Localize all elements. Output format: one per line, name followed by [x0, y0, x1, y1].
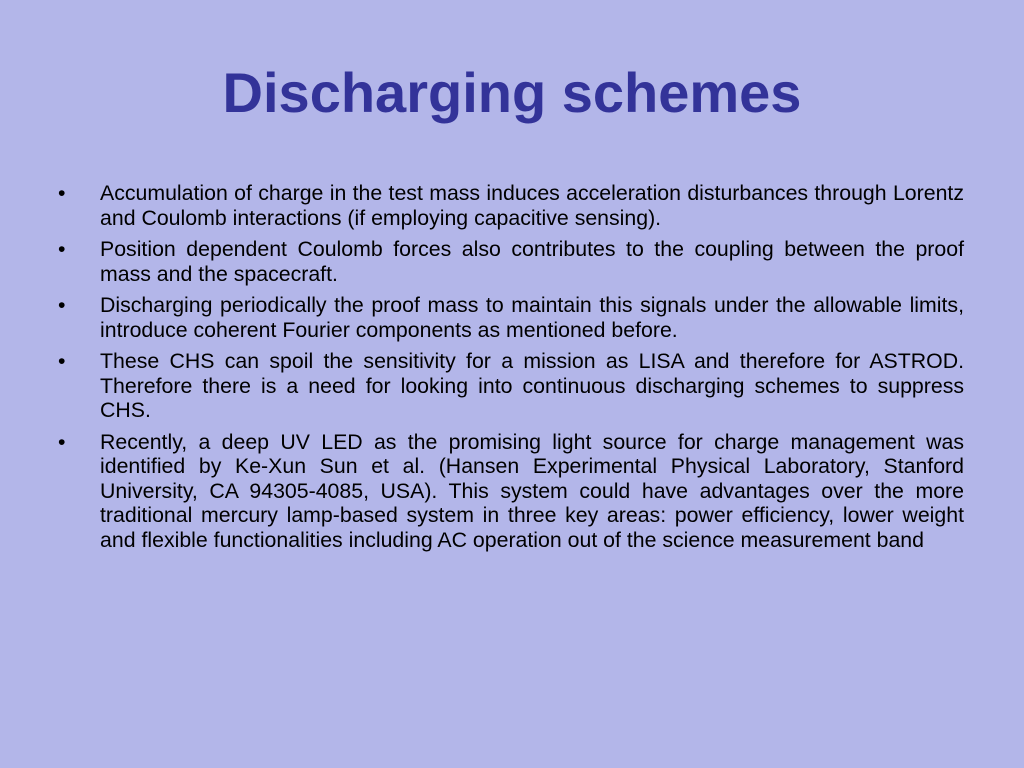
bullet-marker: • — [58, 429, 66, 454]
bullet-text: These CHS can spoil the sensitivity for a mission as LISA and therefore for ASTROD. Therefore there is a need for looking into continuous discharging schemes to suppress CHS. — [100, 349, 964, 422]
bullet-item — [56, 237, 964, 286]
bullet-marker: • — [58, 237, 66, 261]
bullet-list — [56, 181, 964, 559]
bullet-text: Position dependent Coulomb forces also contributes to the coupling between the proof mass and the spacecraft. — [100, 237, 964, 286]
bullet-marker: • — [58, 181, 66, 205]
bullet-text: Recently, a deep UV LED as the promising light source for charge management was identified by Ke-Xun Sun et al. (Hansen Experimental Physical Laboratory, Stanford University, CA 94305-4085, USA). This system could have advantages over the more traditional mercury lamp-based system in three key areas: power efficiency, lower weight and flexible functionalities including AC operation out of the science measurement band — [100, 429, 964, 552]
bullet-item — [56, 349, 964, 423]
bullet-marker: • — [58, 293, 66, 317]
bullet-marker: • — [58, 349, 66, 373]
slide-title: Discharging schemes — [222, 61, 802, 124]
bullet-item — [56, 181, 964, 230]
bullet-item — [56, 293, 964, 342]
bullet-item — [56, 430, 964, 553]
bullet-text: Accumulation of charge in the test mass induces acceleration disturbances through Lorentz and Coulomb interactions (if employing capacitive sensing). — [100, 181, 964, 230]
bullet-text: Discharging periodically the proof mass to maintain this signals under the allowable limits, introduce coherent Fourier components as mentioned before. — [100, 293, 964, 342]
